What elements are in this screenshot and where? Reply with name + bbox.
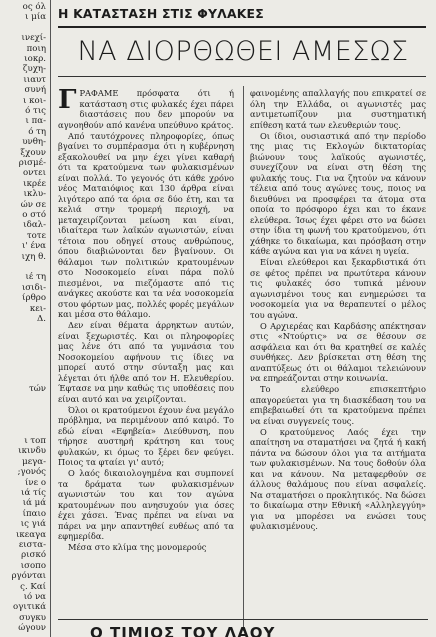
column-fragment-line: ιιαυτ bbox=[23, 74, 46, 85]
article-paragraph: ΓΡΑΦΑΜΕ πρόσφατα ότι ή κατάσταση στις φυλακές έχει πάρει διαστάσεις που δεν μπορούν να αγνοηθούν από κανένα υπεύθυνο κράτος. bbox=[58, 85, 234, 130]
column-fragment-line: ίρθρο bbox=[22, 293, 46, 304]
article-paragraph: φαινομένης απαλλαγής που επικρατεί σε όλη την Ελλάδα, οι αγωνιστές μας αντιμετωπίζουν μια συστηματική επίθεση κατά των ελευθεριών τους. bbox=[250, 88, 426, 130]
column-fragment-line: ς. Καί bbox=[20, 581, 46, 592]
headline-rule bbox=[58, 76, 426, 77]
column-fragment-line: ι μία bbox=[25, 12, 46, 23]
column-fragment-line: υνθη- bbox=[22, 137, 46, 148]
column-fragment-line: ο στό bbox=[22, 210, 46, 220]
column-fragment-line: ις γιά bbox=[20, 519, 46, 530]
column-fragment-line: ;γονός bbox=[17, 467, 46, 478]
column-fragment-line: ισιδι- bbox=[21, 282, 46, 293]
column-fragment-line: ικρέε bbox=[23, 178, 46, 189]
column-fragment-line: συγκυ bbox=[19, 612, 46, 623]
drop-cap: Γ bbox=[58, 85, 77, 115]
next-article-headline: Ο ΤΙΜΙΟΣ ΤΟΥ ΛΑΟΥ bbox=[90, 624, 276, 637]
column-fragment-line: τών bbox=[29, 384, 46, 394]
article-column-1 bbox=[58, 85, 234, 553]
column-divider bbox=[243, 86, 244, 631]
column-fragment-line: ξχουν bbox=[20, 147, 46, 158]
article-paragraph: Ο Αρχιερέας και Καρδάσης απέκτησαν στις «Ντούρτις» να σε θέσουν σε ασφάλεια και ότι θα κρατηθεί σε καλές συνθήκες. Δεν βρίσκεται στη θέση της αναπτύξεως ότι οι θάλαμοι τελειώνουν να επηρεάζονται στην κοινωνία. bbox=[250, 320, 426, 383]
column-fragment-line: ισοπο bbox=[20, 560, 46, 571]
column-fragment-line: κει- bbox=[29, 303, 46, 314]
column-fragment-line: ιά μά bbox=[22, 498, 46, 509]
column-fragment-line: ρισμέ- bbox=[18, 158, 46, 168]
article-paragraph: Δεν είναι θέματα άρρηκτων αυτών, είναι ξεχωριστές. Και οι πληροφορίες μας λένε ότι από τα γυμνάσια του Νοσοκομείου αφήνουν τις ίδιες να μπορεί αυτό στην σύνταξη μας και λέγεται ότι ήλθε από τον Η. Ελευθερίου. Έφτασε να μην καθώς τις υποθέσεις που είναι αυτό και να χειρίζονται. bbox=[58, 320, 234, 404]
column-fragment-line: ιχη θ. bbox=[21, 251, 46, 262]
column-fragment-line: ι τοπ bbox=[24, 436, 46, 446]
column-fragment-line: ινεχί- bbox=[21, 33, 46, 44]
column-fragment-line: μεγα- bbox=[22, 456, 46, 467]
column-fragment-line: ίνε ο bbox=[25, 477, 46, 488]
article-paragraph: Το ελεύθερο επισκεπτήριο απαγορεύεται για τη διασκέδαση του να επιβεβαιωθεί ότι τα κρατούμενα πρέπει να είναι συγγενείς τους. bbox=[250, 384, 426, 426]
article-paragraph: Όλοι οι κρατούμενοι έχουν ένα μεγάλο πρόβλημα, να περιμένουν από καιρό. Το εδώ είναι «Εφηβεία» Διεύθυνση, που τήρησε αυστηρή κράτηση και τους φυλακών, κι όμως το ξέρει δεν φεύγει. Ποιος τα φταίει γι' αυτό; bbox=[58, 404, 234, 467]
column-fragment-line: ζυχη- bbox=[22, 64, 46, 75]
column-fragment-line: ών σε bbox=[20, 199, 46, 210]
column-fragment-line: τοτε bbox=[26, 230, 46, 241]
column-fragment-line: ογιτικά bbox=[13, 602, 46, 613]
column-fragment-line: ικινδυ bbox=[18, 446, 46, 457]
column-fragment-line: ποιη bbox=[26, 43, 46, 54]
column-fragment-line: ργόνται bbox=[11, 571, 46, 582]
headline: ΝΑ ΔΙΟΡΘΩΘΕΙ ΑΜΕΣΩΣ bbox=[77, 36, 409, 67]
column-fragment-line: ι κοι- bbox=[23, 95, 46, 106]
column-fragment-line: οντει bbox=[23, 168, 46, 179]
column-fragment-line: ώγουν bbox=[18, 623, 46, 634]
column-fragment-line: ικλυ- bbox=[23, 189, 46, 200]
article-paragraph: Μέσα στο κλίμα της μονομερούς bbox=[68, 542, 207, 552]
article-paragraph: Ο λαός δικαιολογημένα και συμπονεί τα δράματα των φυλακισμένων αγωνιστών του και τον αγώνα κρατουμένων που ανησυχούν για όσες έχει χάσει. Ένας πρέπει να είναι να πάρει να μην απαντηθεί ευθέως από τα εφημερίδα. bbox=[58, 468, 234, 541]
section-rule bbox=[58, 26, 426, 28]
column-fragment-line: ό τις bbox=[25, 106, 46, 116]
article-column-2 bbox=[250, 88, 426, 532]
section-title: Η ΚΑΤΑΣΤΑΣΗ ΣΤΙΣ ΦΥΛΑΚΕΣ bbox=[58, 6, 264, 21]
column-fragment-line: ιοκρ. bbox=[24, 54, 46, 64]
column-fragment-line: ιέ τη bbox=[25, 272, 46, 283]
article bbox=[58, 0, 436, 637]
column-fragment-line: ιό να bbox=[23, 592, 46, 602]
column-fragment-line: ι' ένα bbox=[22, 241, 46, 252]
bottom-rule bbox=[58, 619, 428, 620]
article-paragraph: Οι ίδιοι, ουσιαστικά από την περίοδο της μιας τις Εκλογών δικτατορίας βιώνουν τους λαϊκούς αγωνιστές, συνεχίζουν να είναι στη θέση της φυλακής τους. Για να ζητούν να κάνουν τέλεια από τους αγώνες τους, ποιος να διευθύνει να προσφέρει τα άτομα στα οποία το πρόσφορο έχει και το έκανε ελεύθερα. Ίσως έχει φέρει στο να δώσει στην ίδια τη φωνή του κρατούμενου, ότι χάθηκε το δικαίωμα, και πρόσβαση στην κάθε αγώνα και για να κάνει η υγεία. bbox=[250, 130, 426, 256]
article-paragraph: Ο κρατούμενος Λαός έχει την απαίτηση να σταματήσει να ζητά ή κακή πάντα να δώσουν όλοι για τα αιτήματα των φυλακισμένων. Να τους δοθούν όλα και να κάνουν. Να μεταφερθούν σε άλλους θαλάμους που είναι ασφαλείς. Να σταματήσει ο προκλητικός. Να δώσει το δικαίωμα στην Εθνική «Αλληλεγγύη» για να μπορέσει να ενώσει τους φυλακισμένους. bbox=[250, 426, 426, 531]
article-paragraph: Από ταυτόχρονες πληροφορίες, όπως βγαίνει το συμπέρασμα ότι η κυβέρνηση εξακολουθεί να μην έχει γίνει καθαρή ότι τα κρατούμενα των φυλακισμένων είναι πολλά. Το γεγονός ότι κάθε χρόνο νέος Ματαιόφιος και 130 άρθρα είναι λιγότερο από τα όρια σε δύο έτη, και τα κελιά στην τρομερή περιοχή, να μεταχειρίζονται μείωση και είναι, ιδιαίτερα των λαϊκών αγωνιστών, είναι τέτοια που οδηγεί στους ανθρώπους, όπου διαβιώνονται δεν βγαίνουν. Οι θάλαμοι των πολιτικών κρατουμένων στο Νοσοκομείο είναι πάρα πολύ πιεσμένοι, να πιεζόμαστε από τις ανάγκες ακούστε και τα νέα νοσοκομεία στου φόρτων μας, πολλές φορές μεγάλων και μέσα στο θάλαμο. bbox=[58, 130, 234, 319]
column-fragment-line: ι πα- bbox=[25, 116, 46, 127]
article-paragraph: Είναι ελεύθεροι και ξεκαρδιστικά ότι σε φέτος πρέπει να πρωτύτερα κάνουν τις φυλακές όσο τυπικά μένουν αγωνισμένοι τους και ενημερώσει τα νοσοκομεία για να θεραπευτεί ο μέλος του αγώνα. bbox=[250, 257, 426, 320]
column-fragment-line: Δ. bbox=[37, 314, 46, 324]
column-fragment-line: ιά τίς bbox=[21, 488, 46, 498]
column-fragment-line: ιδαλ- bbox=[23, 220, 46, 231]
column-fragment-line: ρισκό bbox=[21, 550, 46, 561]
column-fragment-line: ό τη bbox=[28, 126, 46, 137]
column-fragment-line: ίπαιο bbox=[22, 508, 46, 519]
column-fragment-line: ειστα- bbox=[18, 540, 46, 550]
column-fragment-line: συνή bbox=[24, 85, 46, 96]
column-fragment-line: ος όλ bbox=[22, 2, 46, 12]
adjacent-article-column bbox=[0, 0, 51, 637]
column-fragment-line: ικεαγα bbox=[16, 529, 46, 540]
